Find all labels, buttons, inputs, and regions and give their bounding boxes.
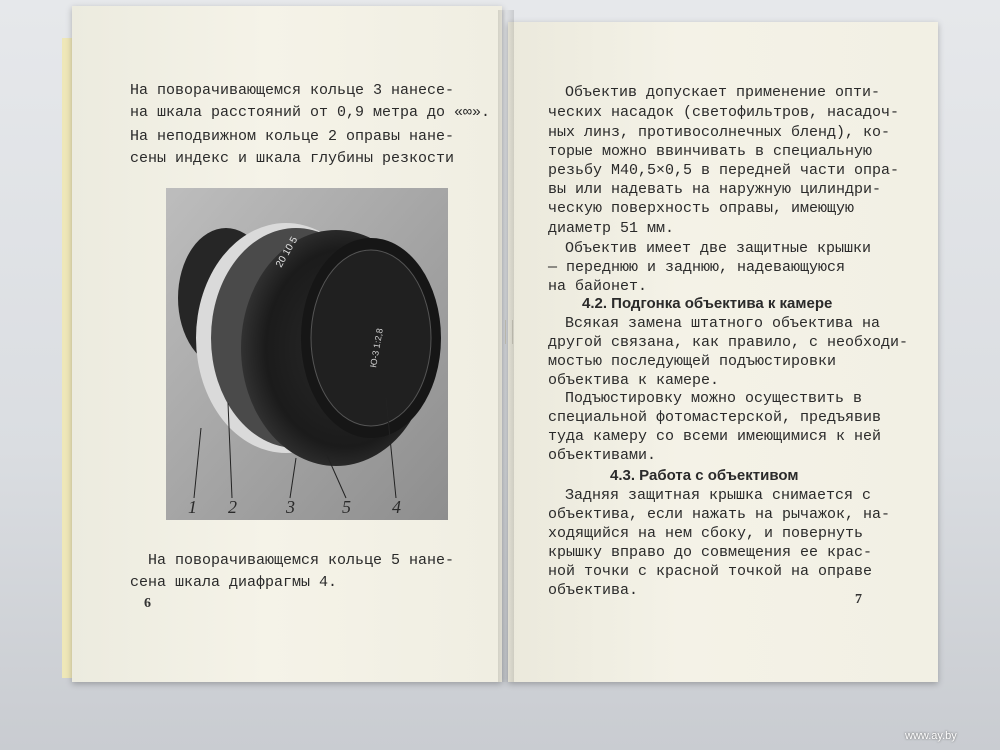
right-p1-line-2: ческих насадок (светофильтров, насадоч- bbox=[548, 104, 900, 121]
book-gutter bbox=[498, 10, 514, 682]
lens-photo bbox=[166, 188, 448, 520]
right-p1-line-4: торые можно ввинчивать в специальную bbox=[548, 143, 873, 160]
left-line-4: сены индекс и шкала глубины резкости bbox=[130, 150, 455, 167]
right-p5-line-5: ной точки с красной точкой на оправе bbox=[548, 563, 873, 580]
figure-label-3: 3 bbox=[286, 497, 295, 517]
right-p5-line-2: объектива, если нажать на рычажок, на- bbox=[548, 506, 891, 523]
figure-label-5: 5 bbox=[342, 497, 351, 517]
heading-4-2: 4.2. Подгонка объектива к камере bbox=[582, 295, 833, 312]
right-p1-line-7: ческую поверхность оправы, имеющую bbox=[548, 200, 855, 217]
right-p5-line-4: крышку вправо до совмещения ее крас- bbox=[548, 544, 873, 561]
right-p4-line-2: специальной фотомастерской, предъявив bbox=[548, 409, 882, 426]
right-p1-line-6: вы или надевать на наружную цилиндри- bbox=[548, 181, 882, 198]
left-line-2: на шкала расстояний от 0,9 метра до «∞». bbox=[130, 104, 491, 121]
right-p1-line-5: резьбу М40,5×0,5 в передней части опра- bbox=[548, 162, 900, 179]
right-p5-line-1: Задняя защитная крышка снимается с bbox=[565, 487, 872, 504]
right-p3-line-2: другой связана, как правило, с необходи- bbox=[548, 334, 909, 351]
right-p4-line-3: туда камеру со всеми имеющимися к ней bbox=[548, 428, 882, 445]
left-bottom-line-1: На поворачивающемся кольце 5 нане- bbox=[148, 552, 455, 569]
right-p2-line-1: Объектив имеет две защитные крышки bbox=[565, 240, 872, 257]
watermark: www.ay.by bbox=[905, 730, 957, 742]
svg-text:Ю-3 1:2,8: Ю-3 1:2,8 bbox=[368, 327, 385, 369]
figure-label-4: 4 bbox=[392, 497, 401, 517]
left-bottom-line-2: сена шкала диафрагмы 4. bbox=[130, 574, 338, 591]
right-p3-line-3: мостью последующей подъюстировки bbox=[548, 353, 837, 370]
binding-stitch bbox=[505, 320, 513, 344]
figure-label-2: 2 bbox=[228, 497, 237, 517]
right-p3-line-4: объектива к камере. bbox=[548, 372, 720, 389]
left-line-3: На неподвижном кольце 2 оправы нане- bbox=[130, 128, 455, 145]
page-number-right: 7 bbox=[855, 592, 862, 607]
page-number-left: 6 bbox=[144, 596, 151, 611]
right-p2-line-2: — переднюю и заднюю, надевающуюся bbox=[548, 259, 846, 276]
right-p1-line-1: Объектив допускает применение опти- bbox=[565, 84, 881, 101]
right-p3-line-1: Всякая замена штатного объектива на bbox=[565, 315, 881, 332]
right-p1-line-3: ных линз, противосолнечных бленд), ко- bbox=[548, 124, 891, 141]
right-p5-line-6: объектива. bbox=[548, 582, 639, 599]
right-p2-line-3: на байонет. bbox=[548, 278, 648, 295]
right-p4-line-1: Подъюстировку можно осуществить в bbox=[565, 390, 863, 407]
right-p1-line-8: диаметр 51 мм. bbox=[548, 220, 675, 237]
svg-text:20 10 5: 20 10 5 bbox=[274, 235, 301, 270]
heading-4-3: 4.3. Работа с объективом bbox=[610, 467, 799, 484]
left-line-1: На поворачивающемся кольце 3 нанесе- bbox=[130, 82, 455, 99]
lens-illustration bbox=[166, 188, 448, 520]
right-p5-line-3: ходящийся на нем сбоку, и повернуть bbox=[548, 525, 864, 542]
figure-label-1: 1 bbox=[188, 497, 197, 517]
right-p4-line-4: объективами. bbox=[548, 447, 657, 464]
